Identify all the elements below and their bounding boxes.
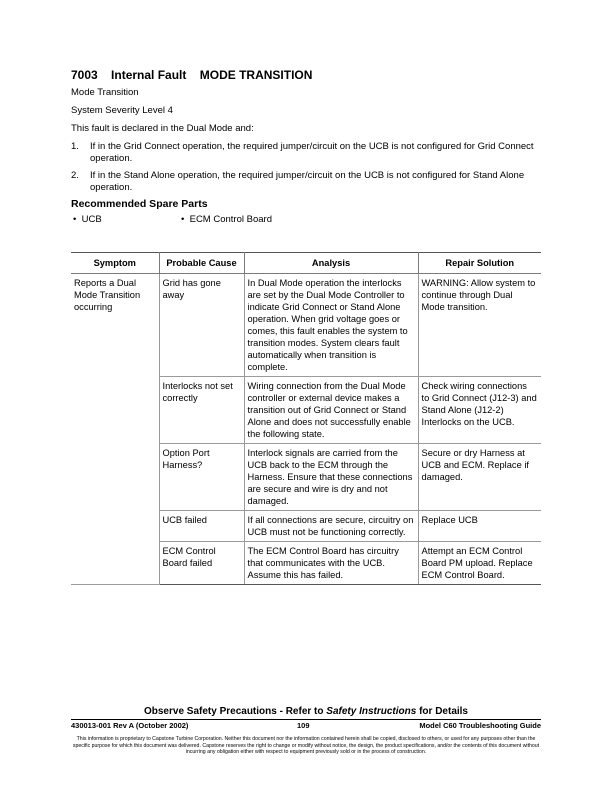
spare-part-item: • UCB [73, 214, 102, 225]
fault-title: MODE TRANSITION [199, 68, 313, 82]
analysis-cell: The ECM Control Board has circuitry that communicates with the UCB. Assume this has failed. [244, 542, 418, 585]
safety-notice: Observe Safety Precautions - Refer to Safety Instructions for Details [143, 706, 468, 717]
list-item: 2. If in the Stand Alone operation, the required jumper/circuit on the UCB is not configured for Stand Alone operation. [71, 170, 525, 193]
fault-code: 7003 [71, 68, 98, 82]
analysis-cell: Wiring connection from the Dual Mode controller or external device makes a transition out of Grid Connect or Stand Alone and does not successfully enable the following state. [244, 377, 418, 444]
cause-cell: Grid has gone away [159, 274, 244, 377]
solution-cell: Check wiring connections to Grid Connect (J12-3) and Stand Alone (J12-2) Interlocks on the UCB. [418, 377, 541, 444]
cause-cell: UCB failed [159, 511, 244, 542]
conditions-list [71, 141, 541, 199]
document-number: 430013-001 Rev A (October 2002) [71, 721, 189, 730]
solution-cell: Attempt an ECM Control Board PM upload. Replace ECM Control Board. [418, 542, 541, 585]
page-number: 109 [297, 721, 310, 730]
severity-level: System Severity Level 4 [71, 105, 173, 116]
column-header: Symptom [71, 253, 159, 274]
analysis-cell: In Dual Mode operation the interlocks are set by the Dual Mode Controller to indicate Grid Connect or Stand Alone operation. When grid voltage goes or comes, this fault enables the system to transition modes. System clears fault automatically when transition is complete. [244, 274, 418, 377]
spare-part-item: • ECM Control Board [181, 214, 272, 225]
cause-cell: Interlocks not set correctly [159, 377, 244, 444]
troubleshooting-table [71, 252, 541, 585]
page-heading [71, 68, 322, 82]
analysis-cell: If all connections are secure, circuitry on UCB must not be functioning correctly. [244, 511, 418, 542]
column-header: Analysis [244, 253, 418, 274]
column-header: Repair Solution [418, 253, 541, 274]
intro-text: This fault is declared in the Dual Mode and: [71, 123, 254, 134]
footer-divider [71, 719, 541, 720]
proprietary-disclaimer: This information is proprietary to Capstone Turbine Corporation. Neither this document nor the information contained herein shall be copied, disclosed to others, or used for any purposes other than the specific purpose for which this document was delivered. Capstone reserves the right to change or modify without notice, the design, the product specifications, and/or the contents of this document without incurring any obligation either with respect to equipment previously sold or in the process of construction. [72, 736, 540, 755]
solution-cell: Replace UCB [418, 511, 541, 542]
subtitle: Mode Transition [71, 87, 139, 98]
list-item: 1. If in the Grid Connect operation, the required jumper/circuit on the UCB is not configured for Grid Connect operation. [71, 141, 534, 164]
solution-cell: Secure or dry Harness at UCB and ECM. Replace if damaged. [418, 444, 541, 511]
guide-title: Model C60 Troubleshooting Guide [419, 721, 541, 730]
table-header-row [71, 253, 541, 274]
symptom-cell: Reports a Dual Mode Transition occurring [71, 274, 159, 585]
bullet-icon: • [181, 214, 185, 225]
cause-cell: ECM Control Board failed [159, 542, 244, 585]
column-header: Probable Cause [159, 253, 244, 274]
bullet-icon: • [73, 214, 77, 225]
fault-category: Internal Fault [111, 68, 187, 82]
spare-parts-heading: Recommended Spare Parts [71, 198, 208, 210]
cause-cell: Option Port Harness? [159, 444, 244, 511]
solution-cell: WARNING: Allow system to continue through Dual Mode transition. [418, 274, 541, 377]
table-row [71, 274, 541, 377]
analysis-cell: Interlock signals are carried from the UCB back to the ECM through the Harness. Ensure that these connections are secure and wire is dry and not damaged. [244, 444, 418, 511]
